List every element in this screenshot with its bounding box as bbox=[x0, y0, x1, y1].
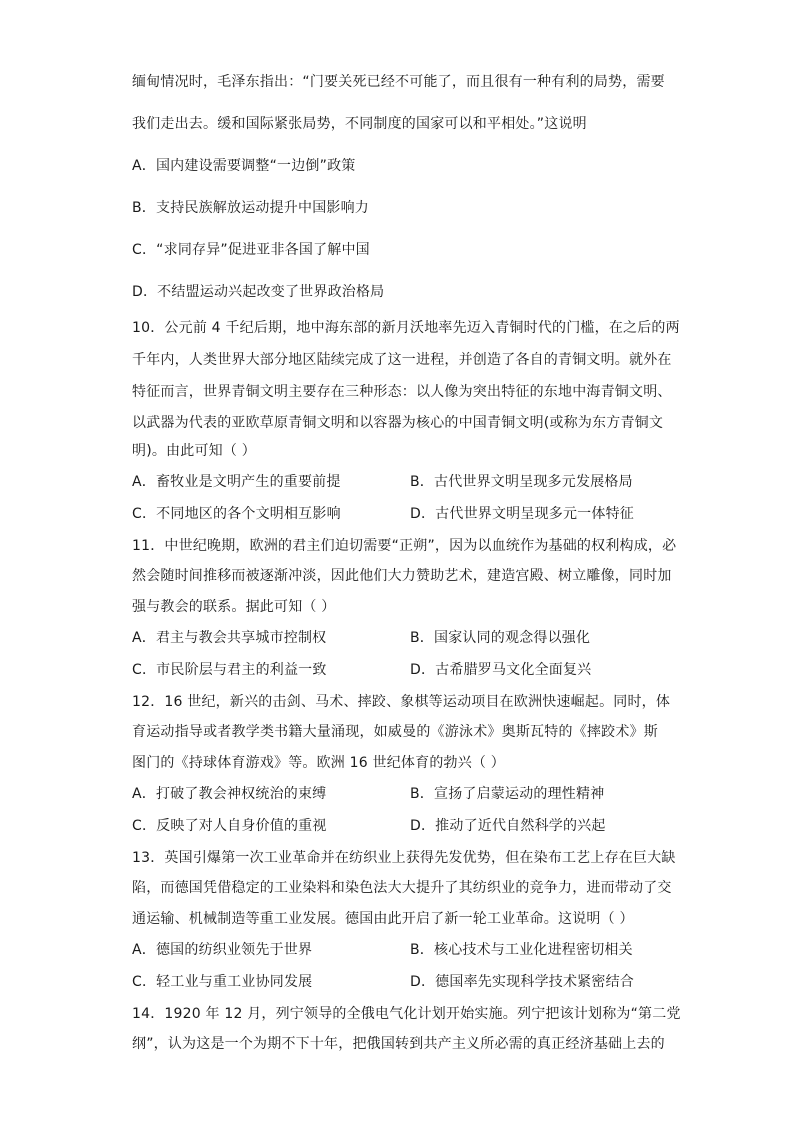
q13-option-a: A．德国的纺织业领先于世界 bbox=[132, 942, 313, 958]
q13-option-d: D．德国率先实现科学技术紧密结合 bbox=[410, 974, 634, 990]
q11-option-a: A．君主与教会共享城市控制权 bbox=[132, 630, 327, 646]
q14-line-2: 纲”，认为这是一个为期不下十年，把俄国转到共产主义所必需的真正经济基础上去的 bbox=[132, 1036, 665, 1052]
q11-option-d: D．古希腊罗马文化全面复兴 bbox=[410, 662, 592, 678]
q12-option-c: C．反映了对人自身价值的重视 bbox=[132, 818, 327, 834]
q13-line-2: 陷，而德国凭借稳定的工业染料和染色法大大提升了其纺织业的竞争力，进而带动了交 bbox=[132, 880, 672, 896]
q13-option-b: B．核心技术与工业化进程密切相关 bbox=[410, 942, 633, 958]
q10-line-3: 特征而言，世界青铜文明主要存在三种形态：以人像为突出特征的东地中海青铜文明、 bbox=[132, 384, 672, 400]
q10-option-b: B．古代世界文明呈现多元发展格局 bbox=[410, 474, 633, 490]
q12-line-2: 育运动指导或者教学类书籍大量涌现，如威曼的《游泳术》奥斯瓦特的《摔跤术》斯 bbox=[132, 724, 658, 740]
q14-line-1: 14．1920 年 12 月，列宁领导的全俄电气化计划开始实施。列宁把该计划称为“第二党 bbox=[132, 1006, 681, 1022]
q11-line-2: 然会随时间推移而被逐渐冲淡，因此他们大力赞助艺术，建造宫殿、树立雕像，同时加 bbox=[132, 568, 672, 584]
q10-line-4: 以武器为代表的亚欧草原青铜文明和以容器为核心的中国青铜文明(或称为东方青铜文 bbox=[132, 415, 664, 431]
q10-option-a: A．畜牧业是文明产生的重要前提 bbox=[132, 474, 341, 490]
q11-option-c: C．市民阶层与君主的利益一致 bbox=[132, 662, 327, 678]
q9-option-c: C．“求同存异”促进亚非各国了解中国 bbox=[132, 242, 370, 258]
q12-option-a: A．打破了教会神权统治的束缚 bbox=[132, 786, 327, 802]
q9-option-a: A．国内建设需要调整“一边倒”政策 bbox=[132, 158, 356, 174]
q12-line-3: 图门的《持球体育游戏》等。欧洲 16 世纪体育的勃兴（ ） bbox=[132, 755, 505, 771]
q13-line-3: 通运输、机械制造等重工业发展。德国由此开启了新一轮工业革命。这说明（ ） bbox=[132, 911, 634, 927]
q9-line-2: 我们走出去。缓和国际紧张局势，不同制度的国家可以和平相处。”这说明 bbox=[132, 116, 587, 132]
q9-option-d: D．不结盟运动兴起改变了世界政治格局 bbox=[132, 284, 385, 300]
q10-line-5: 明)。由此可知（ ） bbox=[132, 443, 256, 459]
q13-option-c: C．轻工业与重工业协同发展 bbox=[132, 974, 313, 990]
q10-option-c: C．不同地区的各个文明相互影响 bbox=[132, 506, 341, 522]
q12-option-d: D．推动了近代自然科学的兴起 bbox=[410, 818, 606, 834]
q9-option-b: B．支持民族解放运动提升中国影响力 bbox=[132, 200, 370, 216]
q12-option-b: B．宣扬了启蒙运动的理性精神 bbox=[410, 786, 605, 802]
q13-line-1: 13．英国引爆第一次工业革命并在纺织业上获得先发优势，但在染布工艺上存在巨大缺 bbox=[132, 850, 676, 866]
q12-line-1: 12．16 世纪，新兴的击剑、马术、摔跤、象棋等运动项目在欧洲快速崛起。同时，体 bbox=[132, 694, 671, 710]
q11-line-3: 强与教会的联系。据此可知（ ） bbox=[132, 599, 336, 615]
q10-line-2: 千年内，人类世界大部分地区陆续完成了这一进程，并创造了各自的青铜文明。就外在 bbox=[132, 352, 672, 368]
q10-option-d: D．古代世界文明呈现多元一体特征 bbox=[410, 506, 634, 522]
q11-line-1: 11．中世纪晚期，欧洲的君主们迫切需要“正朔”，因为以血统作为基础的权利构成，必 bbox=[132, 538, 677, 554]
q9-line-1: 缅甸情况时，毛泽东指出：“门要关死已经不可能了，而且很有一种有利的局势，需要 bbox=[132, 74, 665, 90]
q11-option-b: B．国家认同的观念得以强化 bbox=[410, 630, 591, 646]
q10-line-1: 10．公元前 4 千纪后期，地中海东部的新月沃地率先迈入青铜时代的门槛，在之后的两 bbox=[132, 320, 680, 336]
